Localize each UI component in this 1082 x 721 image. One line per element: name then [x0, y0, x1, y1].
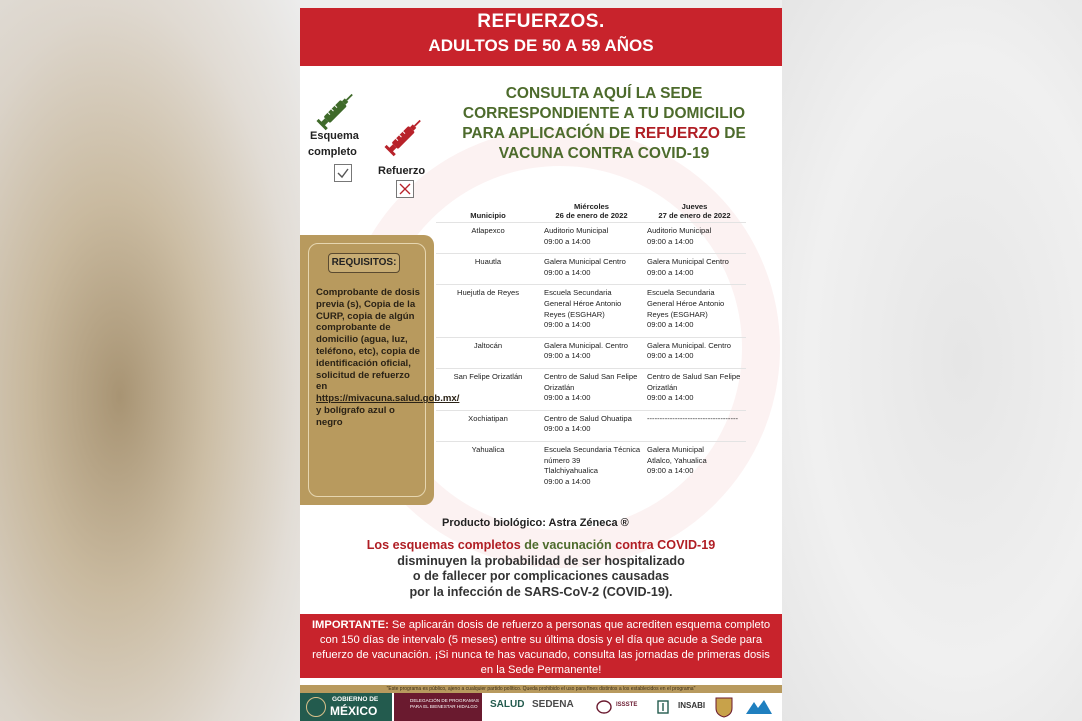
cell-day2 — [643, 254, 746, 285]
cell-day2 — [643, 285, 746, 337]
gobierno-mexico-logo: GOBIERNO DE MÉXICO — [300, 693, 392, 721]
cell-line: 09:00 a 14:00 — [544, 267, 591, 277]
completo-label: completo — [308, 146, 357, 158]
cell-day2 — [643, 337, 746, 368]
cell-line: Escuela Secundaria — [647, 288, 715, 298]
esquema-label: Esquema — [310, 130, 359, 142]
cell-line: Galera Municipal Centro — [544, 257, 626, 267]
cell-municipio: Yahualica — [436, 441, 540, 493]
table-row — [436, 285, 746, 337]
cell-line: 09:00 a 14:00 — [544, 393, 591, 403]
cell-day2 — [643, 223, 746, 254]
col-day2: Jueves 27 de enero de 2022 — [658, 202, 731, 220]
cell-line: Orizatlán — [647, 382, 678, 392]
bienestar-logo: DELEGACIÓN DE PROGRAMAS PARA EL BIENESTAR HIDALGO — [394, 693, 482, 721]
cell-day2 — [643, 441, 746, 493]
importante-banner — [300, 614, 782, 678]
col-day1: Miércoles 26 de enero de 2022 — [555, 202, 628, 220]
table-row — [436, 254, 746, 285]
vaccination-message — [330, 538, 752, 600]
cell-municipio: Huejutla de Reyes — [436, 285, 540, 337]
cell-line: Tlalchiyahualica — [544, 466, 599, 476]
cell-day2 — [643, 410, 746, 441]
requisitos-panel — [300, 235, 460, 505]
cell-line: 09:00 a 14:00 — [647, 351, 694, 361]
col-municipio: Municipio — [470, 211, 506, 220]
consulta-line-2: CORRESPONDIENTE A TU DOMICILIO — [462, 105, 746, 122]
refuerzo-label: Refuerzo — [378, 165, 426, 177]
cell-municipio: Xochiatipan — [436, 410, 540, 441]
background-blur-right — [782, 0, 1082, 721]
cell-day1 — [540, 254, 643, 285]
poster-header — [300, 8, 782, 66]
salud-logo: SALUD — [490, 699, 525, 710]
cell-day1 — [540, 410, 643, 441]
cell-line: 09:00 a 14:00 — [647, 466, 694, 476]
consulta-line-4: VACUNA CONTRA COVID-19 — [498, 145, 710, 162]
consulta-line-3: PARA APLICACIÓN DE REFUERZO DE — [462, 125, 746, 142]
cell-day1 — [540, 285, 643, 337]
logo-footer — [300, 693, 782, 721]
insabi-logo: INSABI — [678, 701, 706, 710]
cell-line: 09:00 a 14:00 — [544, 476, 591, 486]
mivacuna-link[interactable]: https://mivacuna.salud.gob.mx/ — [316, 393, 460, 405]
cell-line: Reyes (ESGHAR) — [647, 309, 708, 319]
requisitos-text: Comprobante de dosis previa (s), Copia de la CURP, copia de algún comprobante de domicilio (agua, luz, teléfono, etc), copia de identificación oficial, solicitud de refuerzo en https://mivacuna.salud.gob.mx/ y bolígrafo azul o negro — [316, 287, 460, 428]
table-row — [436, 410, 746, 441]
importante-text: Se aplicarán dosis de refuerzo a personas que acrediten esquema completo con 150 días de intervalo (5 meses) entre su última dosis y el día que acude a Sede para refuerzo de vacunación. ¡Si nunca te has vacunado, consulta las jornadas de primeras dosis en la Sede Permanente! — [312, 619, 771, 676]
cell-line: Galera Municipal. Centro — [647, 340, 731, 350]
cell-day2 — [643, 368, 746, 410]
cell-line: Reyes (ESGHAR) — [544, 309, 605, 319]
cell-line: General Héroe Antonio — [544, 298, 622, 308]
sedes-table — [436, 200, 746, 493]
cell-line: Escuela Secundaria Técnica — [544, 444, 641, 454]
cell-line: 09:00 a 14:00 — [647, 267, 694, 277]
syringe-green-icon — [314, 86, 360, 132]
cell-line: Orizatlán — [544, 382, 575, 392]
program-disclaimer: "Este programa es público, ajeno a cualquier partido político. Queda prohibido el uso para fines distintos a los establecidos en el programa" — [300, 685, 782, 693]
table-row — [436, 441, 746, 493]
cell-line: Auditorio Municipal — [544, 226, 609, 235]
cell-line: Galera Municipal Centro — [647, 257, 729, 267]
message-line-1: Los esquemas completos de vacunación contra COVID-19 — [366, 538, 716, 552]
cell-line: 09:00 a 14:00 — [647, 236, 694, 246]
cell-line: Atlalco, Yahualica — [647, 455, 707, 465]
imss-emblem-icon — [656, 699, 670, 715]
eagle-crest-icon — [306, 697, 326, 717]
checkmark-box-icon — [334, 164, 352, 182]
hidalgo-shield-icon — [714, 696, 734, 718]
x-mark-box-icon — [396, 180, 414, 198]
issste-logo: ISSSTE — [616, 702, 638, 708]
cell-municipio: Huautla — [436, 254, 540, 285]
cell-municipio: Atlapexco — [436, 223, 540, 254]
cell-day1 — [540, 223, 643, 254]
cell-line: 09:00 a 14:00 — [544, 351, 591, 361]
consulta-line-1: CONSULTA AQUÍ LA SEDE — [505, 85, 703, 102]
cell-line: Escuela Secundaria — [544, 288, 612, 298]
cell-line: Centro de Salud Ohuatipa — [544, 413, 632, 423]
cell-line: ------------------------------------ — [647, 413, 739, 423]
cell-day1 — [540, 368, 643, 410]
requisitos-title: REQUISITOS: — [328, 253, 400, 273]
cell-day1 — [540, 337, 643, 368]
message-line-3: o de fallecer por complicaciones causadas — [412, 569, 670, 583]
table-row — [436, 223, 746, 254]
consulta-heading — [434, 84, 774, 164]
importante-label: IMPORTANTE: — [311, 619, 389, 631]
cell-line: número 39 — [544, 455, 581, 465]
background-blur-left — [0, 0, 300, 721]
cell-line: 09:00 a 14:00 — [544, 236, 591, 246]
syringe-red-icon — [382, 112, 428, 158]
cell-line: Galera Municipal. Centro — [544, 340, 628, 350]
cell-line: Centro de Salud San Felipe — [647, 371, 741, 381]
table-header-row — [436, 200, 746, 223]
message-line-4: por la infección de SARS-CoV-2 (COVID-19). — [409, 584, 673, 599]
cell-line: Galera Municipal — [647, 444, 704, 454]
cell-line: Auditorio Municipal — [647, 226, 712, 235]
sedena-logo: SEDENA — [532, 699, 574, 710]
cell-line: 09:00 a 14:00 — [544, 424, 591, 434]
cell-line: General Héroe Antonio — [647, 298, 725, 308]
table-row — [436, 368, 746, 410]
vaccination-poster — [300, 8, 782, 721]
cell-municipio: San Felipe Orizatlán — [436, 368, 540, 410]
cell-line: Centro de Salud San Felipe — [544, 371, 638, 381]
cell-line: 09:00 a 14:00 — [647, 393, 694, 403]
cell-line: 09:00 a 14:00 — [544, 320, 591, 330]
poster-subtitle: ADULTOS DE 50 A 59 AÑOS — [428, 36, 654, 55]
producto-biologico: Producto biológico: Astra Zéneca ® — [442, 517, 629, 529]
poster-title: REFUERZOS. — [477, 11, 605, 32]
state-logo-icon — [744, 698, 774, 716]
cell-municipio: Jaltocán — [436, 337, 540, 368]
table-body — [436, 223, 746, 494]
issste-emblem-icon — [596, 700, 612, 714]
table-row — [436, 337, 746, 368]
message-line-2: disminuyen la probabilidad de ser hospitalizado — [397, 553, 685, 568]
cell-day1 — [540, 441, 643, 493]
cell-line: 09:00 a 14:00 — [647, 320, 694, 330]
